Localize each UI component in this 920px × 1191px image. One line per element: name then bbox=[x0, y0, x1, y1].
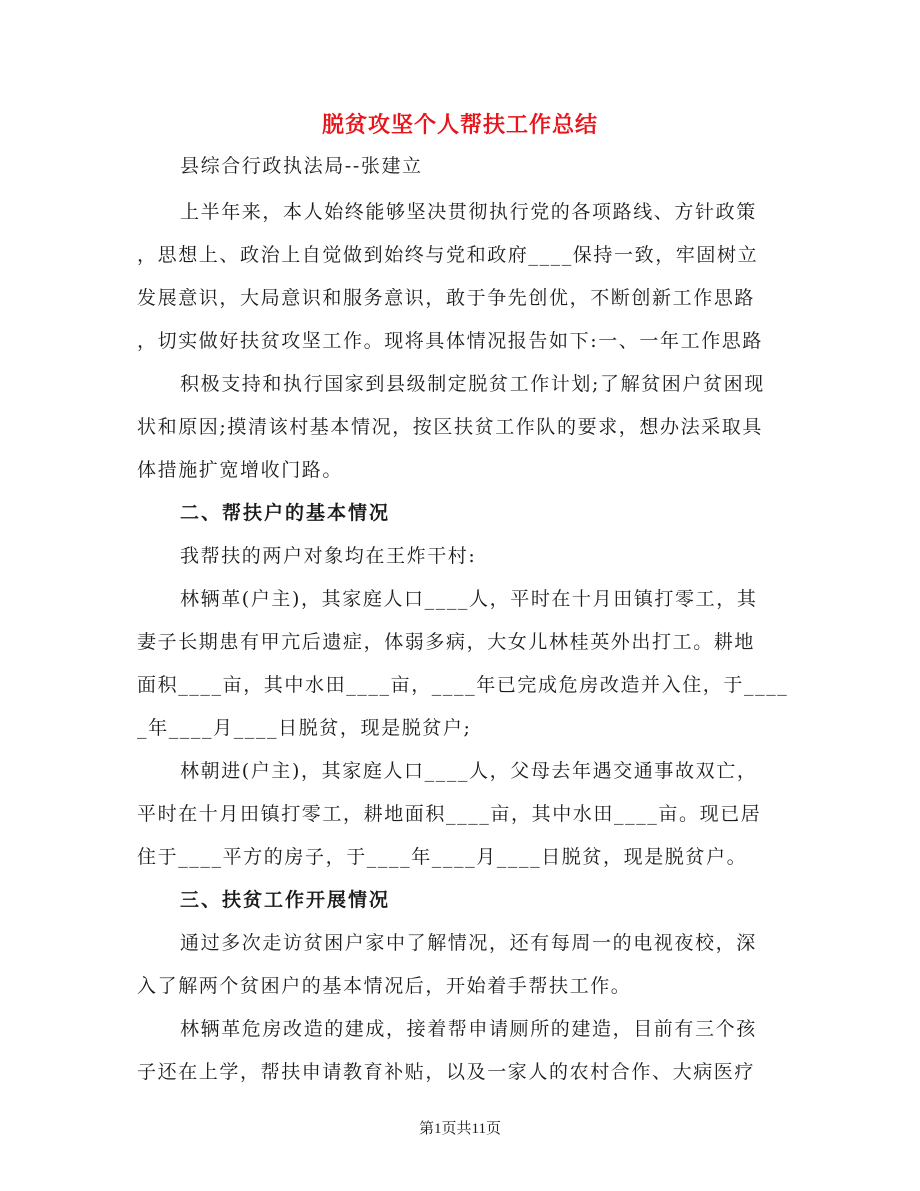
paragraph-line: ，思想上、政治上自觉做到始终与党和政府____保持一致，牢固树立 bbox=[137, 244, 759, 266]
paragraph-line: _年____月____日脱贫，现是脱贫户; bbox=[137, 717, 472, 739]
section-heading: 二、帮扶户的基本情况 bbox=[180, 502, 391, 524]
paragraph-line: 我帮扶的两户对象均在王炸干村: bbox=[180, 545, 477, 567]
paragraph-line: 林朝进(户主)，其家庭人口____人，父母去年遇交通事故双亡， bbox=[180, 760, 758, 782]
paragraph-line: 妻子长期患有甲亢后遗症，体弱多病，大女儿林桂英外出打工。耕地 bbox=[137, 631, 756, 653]
paragraph-line: 发展意识，大局意识和服务意识，敢于争先创优，不断创新工作思路 bbox=[137, 287, 756, 309]
paragraph-line: 上半年来，本人始终能够坚决贯彻执行党的各项路线、方针政策 bbox=[180, 201, 757, 223]
section-heading: 三、扶贫工作开展情况 bbox=[180, 889, 391, 911]
page-number: 第1页共11页 bbox=[419, 1121, 501, 1137]
paragraph-line: 积极支持和执行国家到县级制定脱贫工作计划;了解贫困户贫困现 bbox=[180, 373, 765, 395]
paragraph-line: 住于____平方的房子，于____年____月____日脱贫，现是脱贫户。 bbox=[137, 846, 748, 868]
paragraph-line: 通过多次走访贫困户家中了解情况，还有每周一的电视夜校，深 bbox=[180, 932, 757, 954]
paragraph-line: 子还在上学，帮扶申请教育补贴，以及一家人的农村合作、大病医疗 bbox=[137, 1061, 756, 1083]
paragraph-line: 状和原因;摸清该村基本情况，按区扶贫工作队的要求，想办法采取具 bbox=[137, 416, 764, 438]
paragraph-line: 林辆革危房改造的建成，接着帮申请厕所的建造，目前有三个孩 bbox=[180, 1018, 757, 1040]
paragraph-line: 入了解两个贫困户的基本情况后，开始着手帮扶工作。 bbox=[137, 975, 632, 997]
paragraph-line: 林辆革(户主)，其家庭人口____人，平时在十月田镇打零工，其 bbox=[180, 588, 758, 610]
paragraph-line: 面积____亩，其中水田____亩，____年已完成危房改造并入住，于____ bbox=[137, 674, 789, 696]
paragraph-line: 平时在十月田镇打零工，耕地面积____亩，其中水田____亩。现已居 bbox=[137, 803, 762, 825]
paragraph-line: ，切实做好扶贫攻坚工作。现将具体情况报告如下:一、一年工作思路 bbox=[137, 330, 764, 352]
document-title: 脱贫攻坚个人帮扶工作总结 bbox=[321, 113, 598, 138]
author-line: 县综合行政执法局--张建立 bbox=[180, 155, 423, 177]
paragraph-line: 体措施扩宽增收门路。 bbox=[137, 459, 344, 481]
